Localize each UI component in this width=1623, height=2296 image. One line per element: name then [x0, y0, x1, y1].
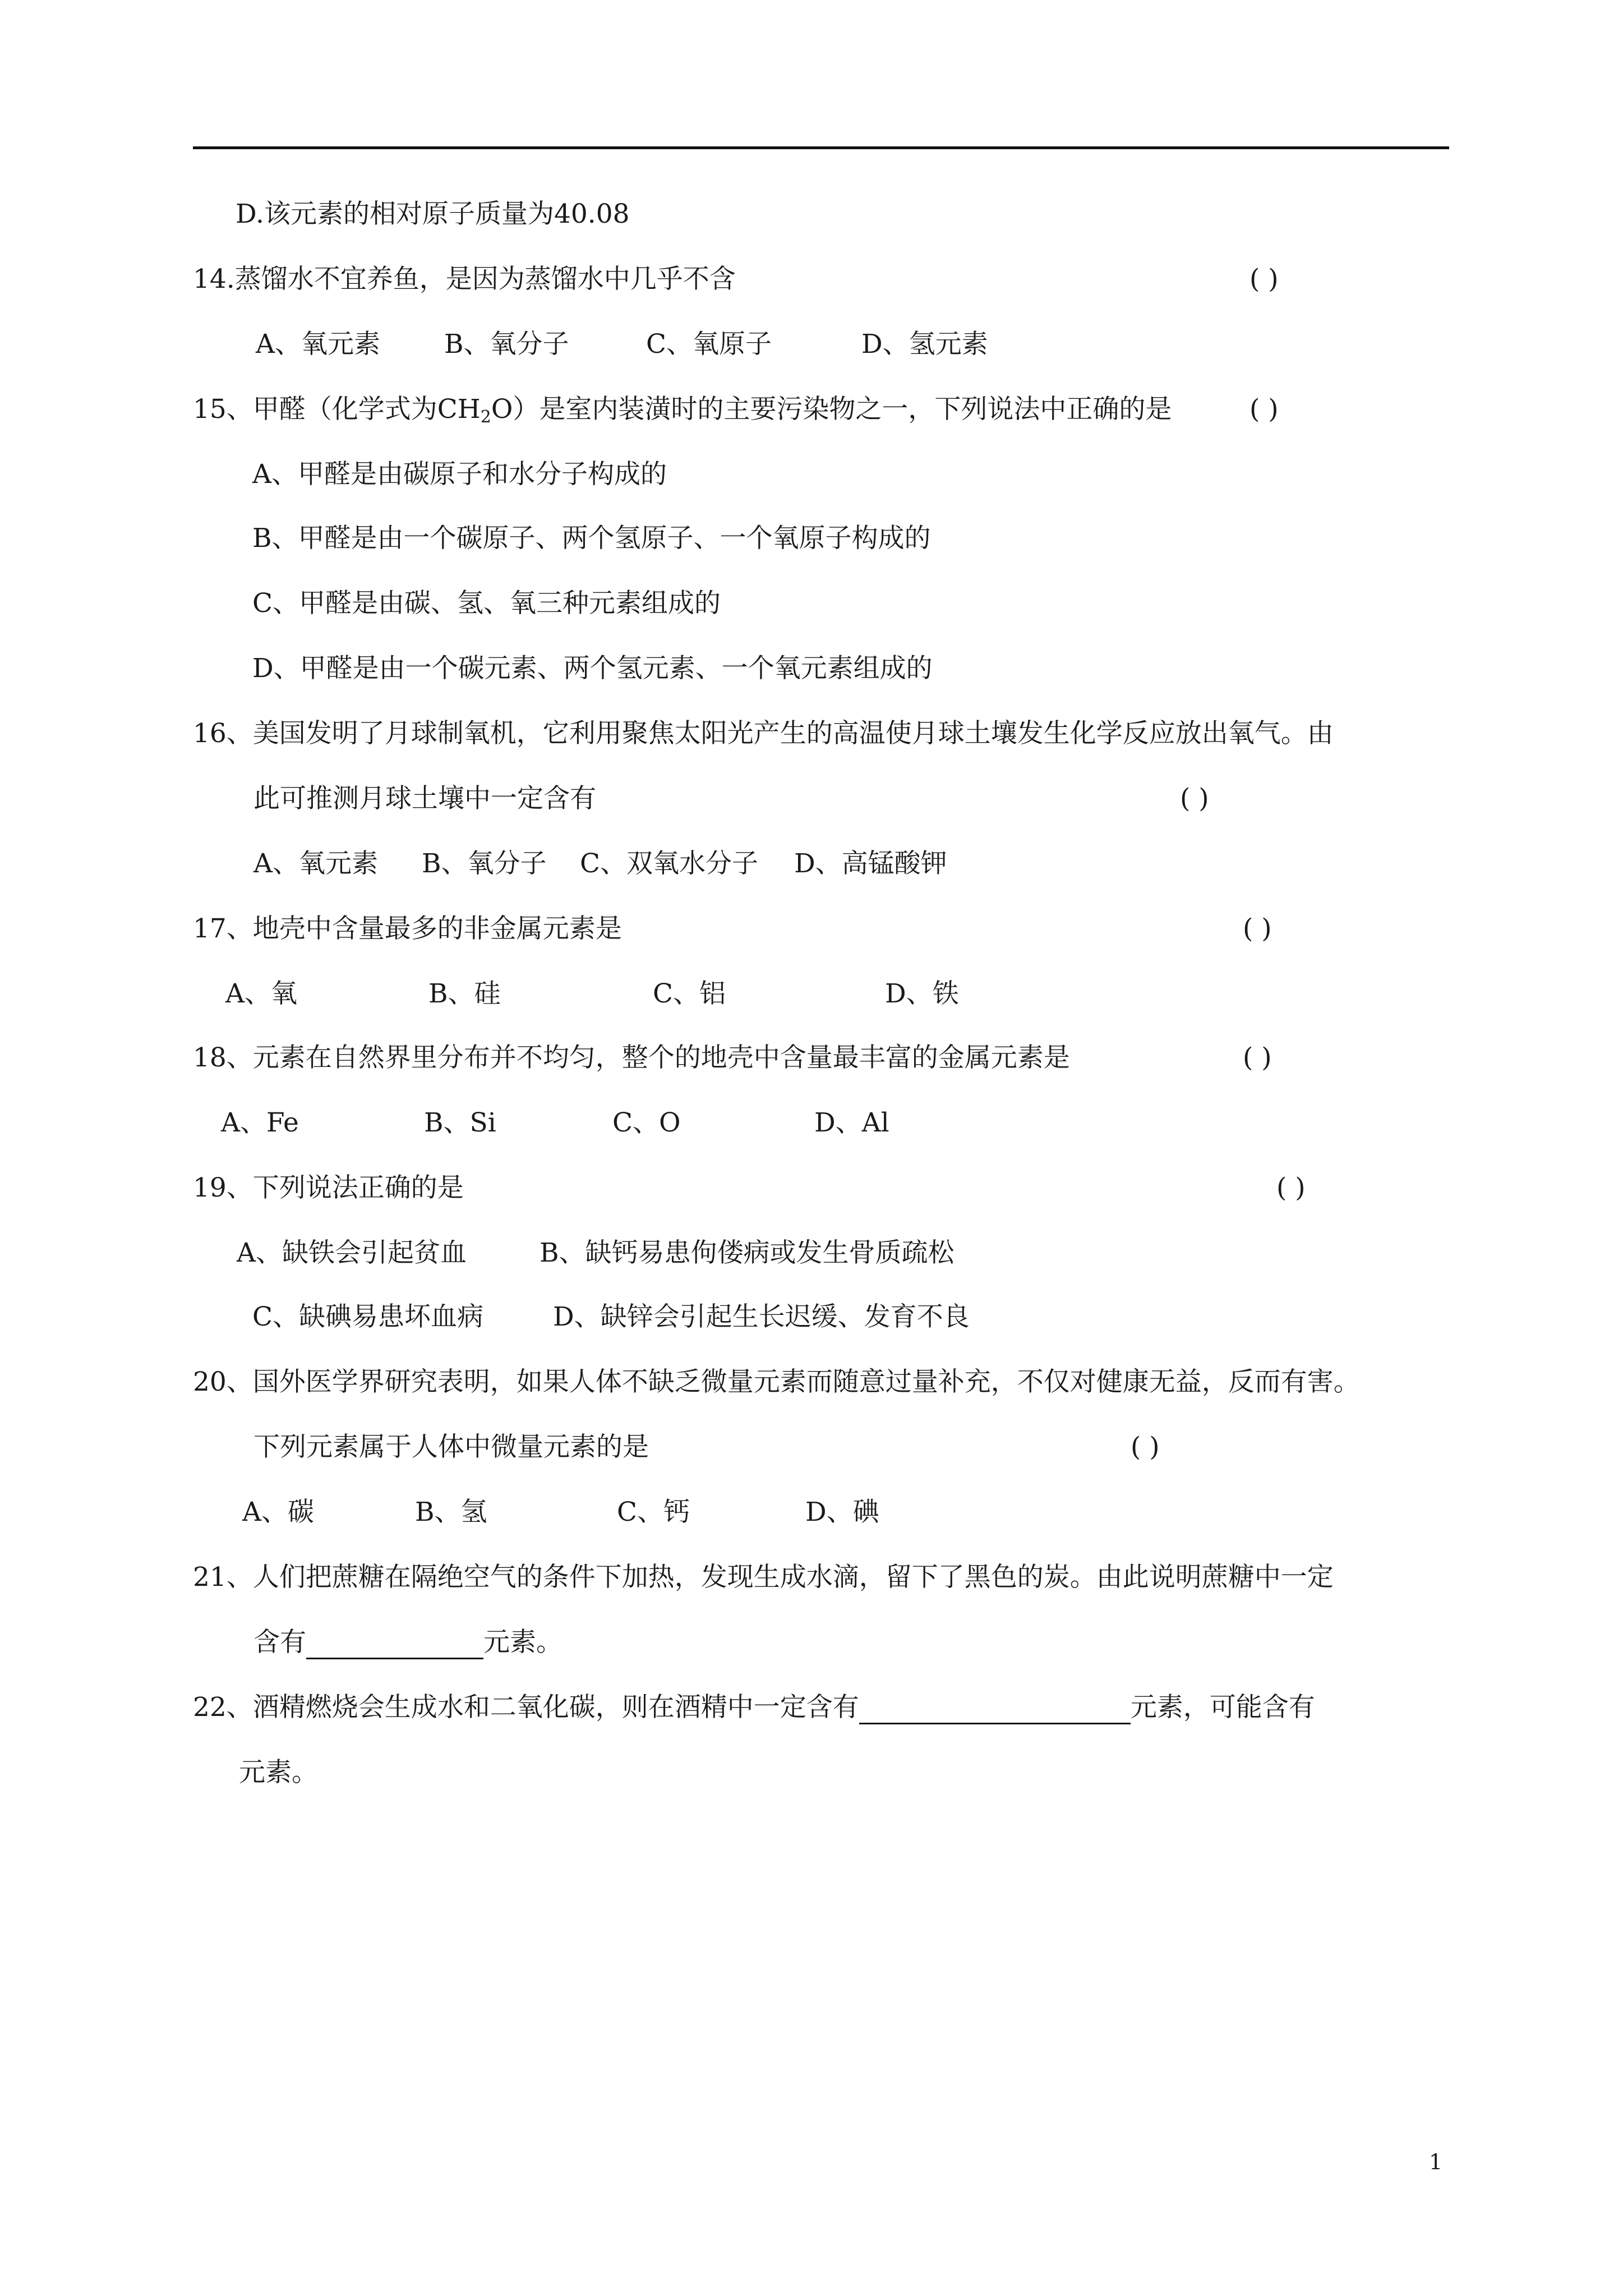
q18-answer-paren: ( )	[1243, 1042, 1272, 1073]
q17-option-b: B、硅	[428, 978, 501, 1009]
q16-stem-line1: 16、美国发明了月球制氧机，它利用聚焦太阳光产生的高温使月球土壤发生化学反应放出氧气。由	[193, 718, 1334, 749]
q19-option-b: B、缺钙易患佝偻病或发生骨质疏松	[540, 1237, 955, 1268]
q15-option-b: B、甲醛是由一个碳原子、两个氢原子、一个氧原子构成的	[252, 523, 931, 554]
q22-answer-blank-1[interactable]	[859, 1697, 1131, 1724]
q20-option-d: D、碘	[805, 1497, 879, 1527]
q22-line1-post: 元素，可能含有	[1130, 1692, 1315, 1723]
q21-line2-pre: 含有	[253, 1627, 306, 1658]
q14-option-b: B、氧分子	[444, 329, 569, 360]
q21-line2-post: 元素。	[483, 1627, 562, 1658]
q14-option-a: A、氧元素	[256, 329, 380, 360]
q14-answer-paren: ( )	[1249, 264, 1279, 295]
q18-option-c: C、O	[612, 1107, 681, 1138]
q20-stem-line1: 20、国外医学界研究表明，如果人体不缺乏微量元素而随意过量补充，不仅对健康无益，反而有害。	[193, 1366, 1360, 1397]
q19-stem: 19、下列说法正确的是	[193, 1172, 464, 1203]
q22-line2: 元素。	[239, 1757, 318, 1788]
q15-option-c: C、甲醛是由碳、氢、氧三种元素组成的	[252, 588, 721, 619]
q19-option-d: D、缺锌会引起生长迟缓、发育不良	[553, 1301, 970, 1332]
q15-answer-paren: ( )	[1249, 394, 1279, 425]
q16-answer-paren: ( )	[1180, 783, 1209, 814]
q15-option-a: A、甲醛是由碳原子和水分子构成的	[252, 459, 667, 490]
q19-option-a: A、缺铁会引起贫血	[237, 1237, 467, 1268]
q17-option-a: A、氧	[225, 978, 297, 1009]
q16-option-d: D、高锰酸钾	[794, 848, 947, 879]
q17-stem: 17、地壳中含量最多的非金属元素是	[193, 913, 622, 944]
q17-option-d: D、铁	[885, 978, 959, 1009]
q20-stem-line2: 下列元素属于人体中微量元素的是	[253, 1432, 649, 1462]
q15-stem	[193, 393, 1172, 434]
q15-stem-post: O）是室内装潢时的主要污染物之一，下列说法中正确的是	[491, 394, 1172, 425]
q19-option-c: C、缺碘易患坏血病	[252, 1301, 483, 1332]
q18-option-b: B、Si	[424, 1107, 496, 1138]
q22-line1	[193, 1691, 1315, 1724]
q21-line1: 21、人们把蔗糖在隔绝空气的条件下加热，发现生成水滴，留下了黑色的炭。由此说明蔗糖中一定	[193, 1562, 1334, 1593]
q18-option-a: A、Fe	[221, 1107, 299, 1138]
q17-answer-paren: ( )	[1243, 913, 1272, 944]
q15-stem-pre: 15、甲醛（化学式为CH	[193, 394, 481, 425]
q14-option-c: C、氧原子	[646, 329, 772, 360]
q18-stem: 18、元素在自然界里分布并不均匀，整个的地壳中含量最丰富的金属元素是	[193, 1042, 1070, 1073]
q16-stem-line2: 此可推测月球土壤中一定含有	[253, 783, 596, 814]
q22-line1-pre: 22、酒精燃烧会生成水和二氧化碳，则在酒精中一定含有	[193, 1692, 859, 1723]
q16-option-b: B、氧分子	[422, 848, 547, 879]
q14-stem: 14.蒸馏水不宜养鱼，是因为蒸馏水中几乎不含	[193, 264, 736, 295]
q21-line2	[253, 1626, 562, 1659]
q20-option-b: B、氢	[415, 1497, 487, 1527]
page-number: 1	[1429, 2150, 1443, 2174]
q13-option-d: D.该元素的相对原子质量为40.08	[236, 199, 630, 229]
q15-formula-subscript: 2	[480, 407, 491, 427]
q16-option-a: A、氧元素	[253, 848, 378, 879]
q14-option-d: D、氢元素	[861, 329, 988, 360]
q20-option-a: A、碳	[242, 1497, 314, 1527]
q17-option-c: C、铝	[653, 978, 726, 1009]
q15-option-d: D、甲醛是由一个碳元素、两个氢元素、一个氧元素组成的	[252, 653, 933, 684]
q16-option-c: C、双氧水分子	[580, 848, 758, 879]
q21-answer-blank[interactable]	[306, 1632, 483, 1659]
header-rule	[193, 146, 1449, 149]
q20-answer-paren: ( )	[1131, 1432, 1160, 1462]
q18-option-d: D、Al	[814, 1107, 889, 1138]
q19-answer-paren: ( )	[1276, 1172, 1306, 1203]
q20-option-c: C、钙	[617, 1497, 690, 1527]
